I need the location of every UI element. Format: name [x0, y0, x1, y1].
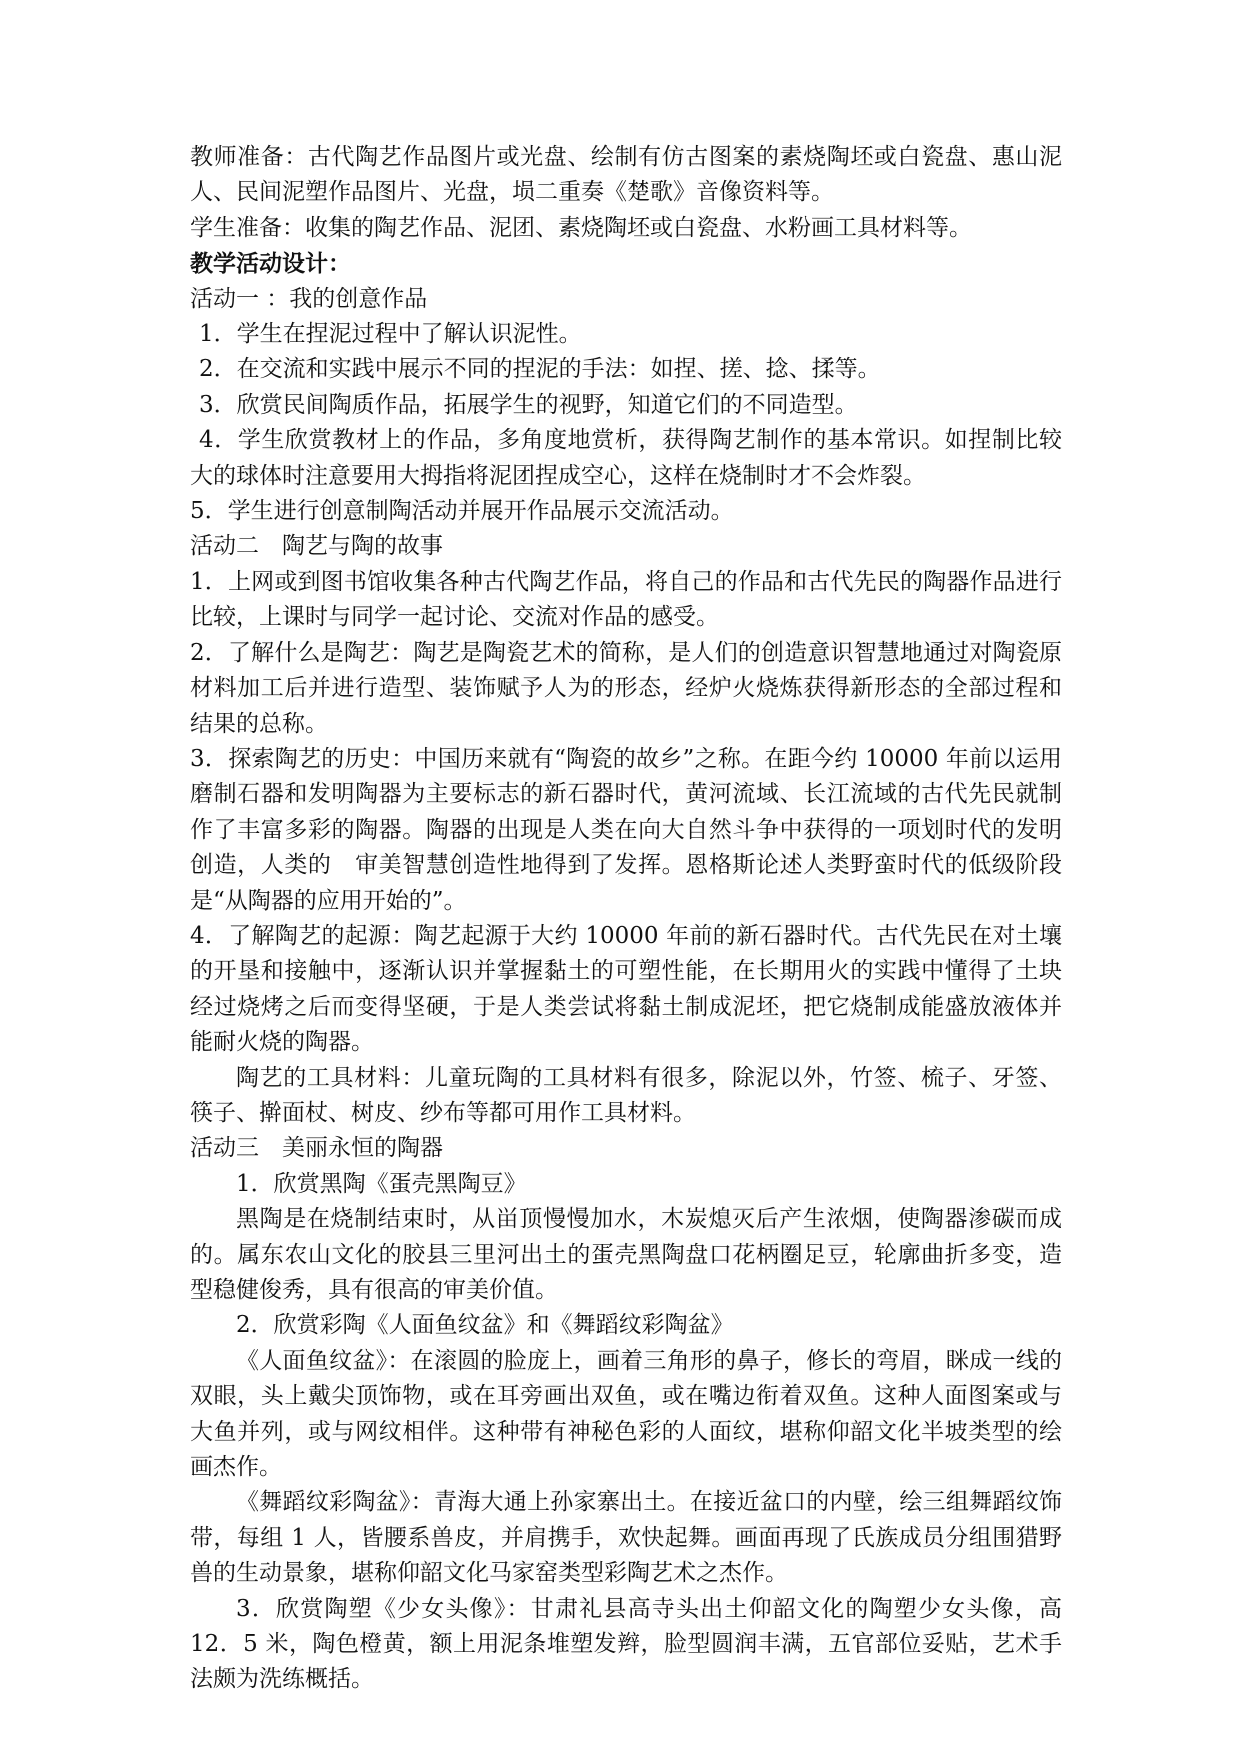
black-pottery-paragraph: 黑陶是在烧制结束时，从畄顶慢慢加水，木炭熄灭后产生浓烟，使陶器渗碳而成的。属东农山文化的胶县三里河出土的蛋壳黑陶盘口花柄圈足豆，轮廓曲折多变，造型稳健俊秀，具有很高的审美价值。	[190, 1206, 1062, 1303]
activity-one-item-1: 1．学生在捏泥过程中了解认识泥性。	[199, 321, 582, 348]
fish-basin-paragraph: 《人面鱼纹盆》：在滚圆的脸庞上，画着三角形的鼻子，修长的弯眉，眯成一线的双眼，头上戴尖顶饰物，或在耳旁画出双鱼，或在嘴边衔着双鱼。这种人面图案或与大鱼并列，或与网纹相伴。这种带有神秘色彩的人面纹，堪称仰韶文化半坡类型的绘画杰作。	[190, 1347, 1062, 1481]
activity-one-title: 活动一 ：我的创意作品	[190, 285, 428, 312]
section-heading: 教学活动设计：	[190, 250, 351, 278]
activity-two-title: 活动二 陶艺与陶的故事	[190, 533, 443, 560]
activity-two-item-1: 1．上网或到图书馆收集各种古代陶艺作品，将自己的作品和古代先民的陶器作品进行比较，上课时与同学一起讨论、交流对作品的感受。	[190, 568, 1062, 631]
dance-basin-paragraph: 《舞蹈纹彩陶盆》：青海大通上孙家寨出土。在接近盆口的内壁，绘三组舞蹈纹饰带，每组 1 人，皆腰系兽皮，并肩携手，欢快起舞。画面再现了氏族成员分组围猎野兽的生动景象，堪称仰韶文化马家窑类型彩陶艺术之杰作。	[190, 1489, 1062, 1587]
document-page	[190, 140, 1085, 1698]
activity-three-title: 活动三 美丽永恒的陶器	[190, 1135, 443, 1162]
activity-one-item-4: 4．学生欣赏教材上的作品，多角度地赏析，获得陶艺制作的基本常识。如捏制比较大的球体时注意要用大拇指将泥团捏成空心，这样在烧制时才不会炸裂。	[190, 427, 1062, 489]
student-prep-paragraph: 学生准备：收集的陶艺作品、泥团、素烧陶坯或白瓷盘、水粉画工具材料等。	[190, 214, 972, 241]
activity-two-item-4: 4．了解陶艺的起源：陶艺起源于大约 10000 年前的新石器时代。古代先民在对土壤的开垦和接触中，逐渐认识并掌握黏土的可塑性能，在长期用火的实践中懂得了土块经过烧烤之后而变得坚硬，于是人类尝试将黏土制成泥坯，把它烧制成能盛放液体并能耐火烧的陶器。	[190, 922, 1062, 1056]
activity-three-item-2: 2．欣赏彩陶《人面鱼纹盆》和《舞蹈纹彩陶盆》	[236, 1312, 734, 1339]
activity-two-item-2: 2．了解什么是陶艺：陶艺是陶瓷艺术的简称，是人们的创造意识智慧地通过对陶瓷原材料加工后并进行造型、装饰赋予人为的形态，经炉火烧炼获得新形态的全部过程和结果的总称。	[190, 639, 1062, 737]
activity-three-item-3: 3．欣赏陶塑《少女头像》：甘肃礼县高寺头出土仰韶文化的陶塑少女头像，高 12．5 米，陶色橙黄，额上用泥条堆塑发辫，脸型圆润丰满，五官部位妥贴，艺术手法颇为洗练概括。	[190, 1595, 1070, 1693]
tools-materials-paragraph: 陶艺的工具材料：儿童玩陶的工具材料有很多，除泥以外，竹签、梳子、牙签、筷子、擀面杖、树皮、纱布等都可用作工具材料。	[190, 1064, 1062, 1126]
activity-three-item-1: 1．欣赏黑陶《蛋壳黑陶豆》	[236, 1170, 527, 1197]
activity-one-item-2: 2．在交流和实践中展示不同的捏泥的手法：如捏、搓、捻、揉等。	[199, 356, 881, 383]
teacher-prep-paragraph: 教师准备：古代陶艺作品图片或光盘、绘制有仿古图案的素烧陶坯或白瓷盘、惠山泥 人、民间泥塑作品图片、光盘，埙二重奏《楚歌》音像资料等。	[190, 144, 1085, 206]
activity-two-item-3: 3．探索陶艺的历史：中国历来就有“陶瓷的故乡”之称。在距今约 10000 年前以运用磨制石器和发明陶器为主要标志的新石器时代，黄河流域、长江流域的古代先民就制作了丰富多彩的陶器。陶器的出现是人类在向大自然斗争中获得的一项划时代的发明创造，人类的 审美智慧创造性地得到了发挥。恩格斯论述人类野蛮时代的低级阶段是“从陶器的应用开始的”。	[190, 745, 1062, 914]
activity-one-item-5: 5．学生进行创意制陶活动并展开作品展示交流活动。	[190, 498, 734, 525]
activity-one-item-3: 3．欣赏民间陶质作品，拓展学生的视野，知道它们的不同造型。	[199, 391, 858, 418]
